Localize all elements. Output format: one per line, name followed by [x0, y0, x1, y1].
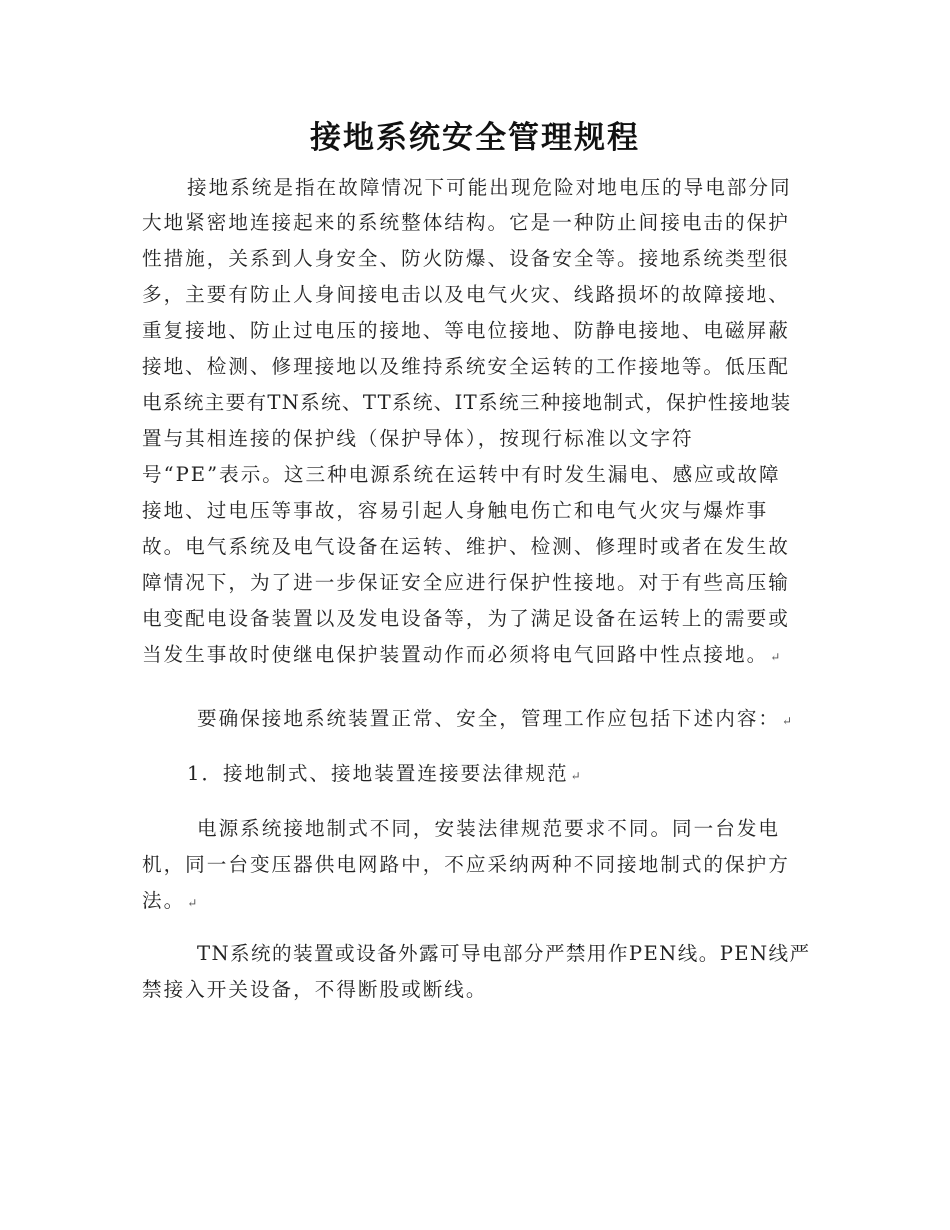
text-content: 法。	[142, 889, 186, 912]
text-line-last	[142, 638, 780, 667]
paragraph-mark-icon: ↵	[570, 769, 581, 783]
text-line: 电源系统接地制式不同，安装法律规范要求不同。同一台发电	[197, 817, 781, 840]
text-line: TN系统的装置或设备外露可导电部分严禁用作PEN线。PEN线严	[197, 942, 811, 965]
text-content: 1．接地制式、接地装置连接要法律规范	[187, 762, 569, 785]
document-title: 接地系统安全管理规程	[310, 120, 640, 156]
text-line: 重复接地、防止过电压的接地、等电位接地、防静电接地、电磁屏蔽	[142, 319, 790, 342]
paragraph-requirements	[197, 702, 792, 731]
text-line: 接地、检测、修理接地以及维持系统安全运转的工作接地等。低压配	[142, 355, 790, 378]
paragraph-mark-icon: ↵	[770, 650, 781, 664]
paragraph-mark-icon: ↵	[782, 714, 793, 728]
text-content: 要确保接地系统装置正常、安全，管理工作应包括下述内容：	[197, 707, 781, 730]
text-line: 号“PE”表示。这三种电源系统在运转中有时发生漏电、感应或故障	[142, 463, 781, 486]
text-content: 当发生事故时使继电保护装置动作而必须将电气回路中性点接地。	[142, 643, 769, 666]
text-line: 性措施，关系到人身安全、防火防爆、设备安全等。接地系统类型很	[142, 247, 790, 270]
text-line: 故。电气系统及电气设备在运转、维护、检测、修理时或者在发生故	[142, 535, 790, 558]
text-line: 多，主要有防止人身间接电击以及电气火灾、线路损坏的故障接地、	[142, 283, 790, 306]
paragraph-mark-icon: ↵	[187, 896, 198, 910]
section-heading-1	[187, 757, 581, 786]
text-line-last	[142, 884, 197, 913]
text-line: 置与其相连接的保护线（保护导体），按现行标准以文字符	[142, 427, 694, 450]
text-line: 机，同一台变压器供电网路中，不应采纳两种不同接地制式的保护方	[142, 853, 790, 876]
text-line: 障情况下，为了进一步保证安全应进行保护性接地。对于有些高压输	[142, 571, 790, 594]
text-line: 接地、过电压等事故，容易引起人身触电伤亡和电气火灾与爆炸事	[142, 499, 769, 522]
text-line: 接地系统是指在故障情况下可能出现危险对地电压的导电部分同	[187, 176, 792, 199]
text-line: 电系统主要有TN系统、TT系统、IT系统三种接地制式，保护性接地装	[142, 391, 792, 414]
text-line: 大地紧密地连接起来的系统整体结构。它是一种防止间接电击的保护	[142, 211, 790, 234]
text-line: 禁接入开关设备，不得断股或断线。	[142, 978, 488, 1001]
text-line: 电变配电设备装置以及发电设备等，为了满足设备在运转上的需要或	[142, 607, 790, 630]
